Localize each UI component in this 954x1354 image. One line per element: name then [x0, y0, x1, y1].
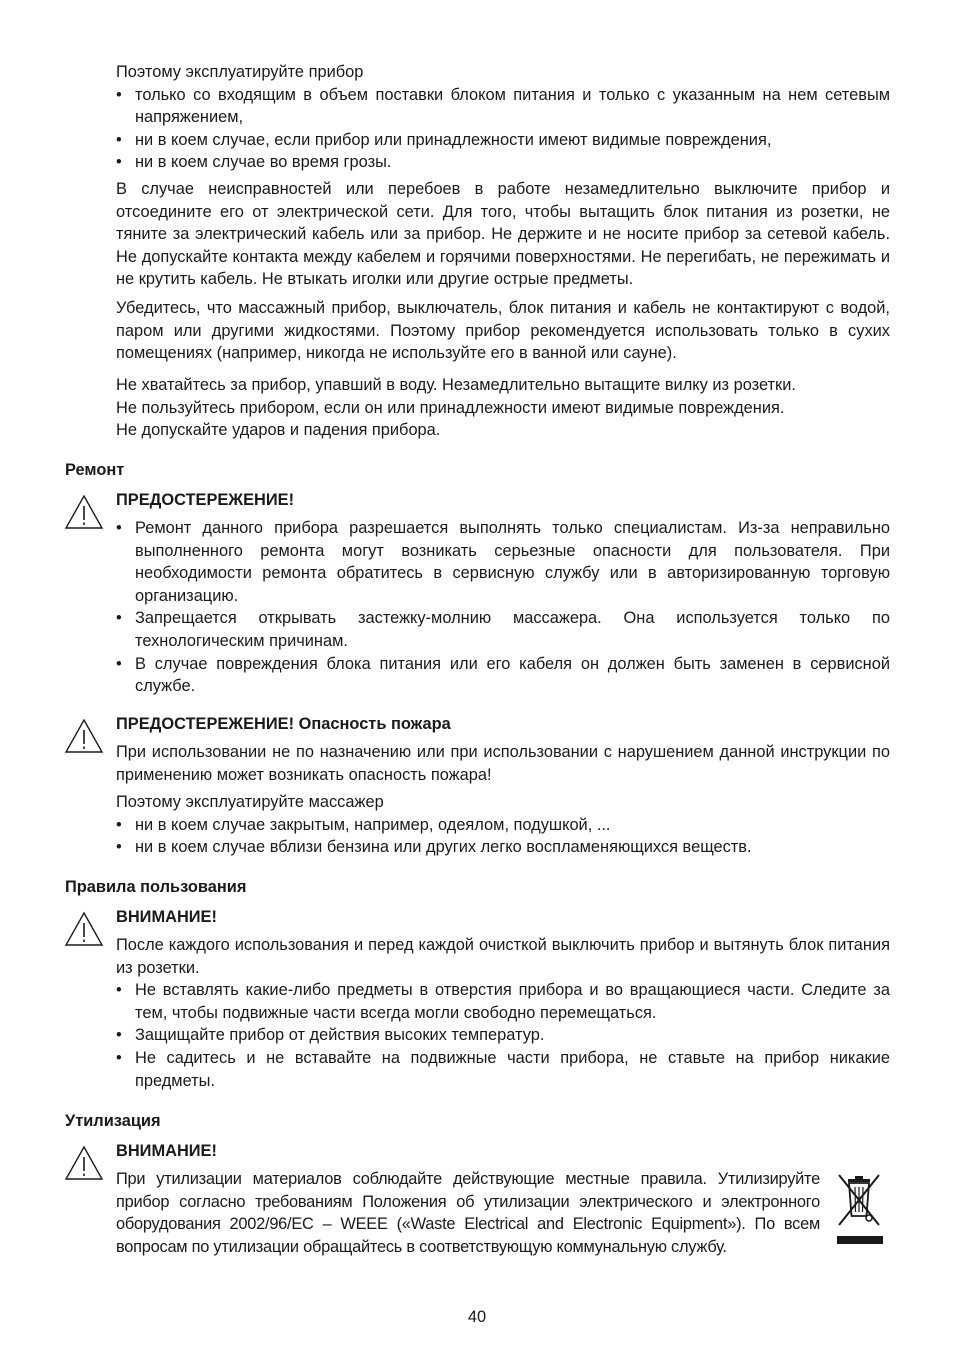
list-item: • ни в коем случае, если прибор или принадлежности имеют видимые повреждения,	[116, 129, 890, 152]
disposal-paragraph: При утилизации материалов соблюдайте действующие местные правила. Утилизируйте прибор согласно требованиям Положения об утилизации электрического и электронного оборудования 2002/96/EC – WEEE («Waste Electrical and Electronic Equipment»). По всем вопросам по утилизации обращайтесь в соответствующую коммунальную службу.	[116, 1170, 820, 1256]
usage-block	[116, 934, 890, 1092]
section-heading-disposal: Утилизация	[65, 1112, 161, 1130]
intro-lines	[116, 374, 890, 442]
intro-block	[116, 61, 890, 174]
warning-triangle-icon	[64, 911, 104, 947]
list-item: • В случае повреждения блока питания или его кабеля он должен быть заменен в сервисной службе.	[116, 653, 890, 698]
text-line: Не хватайтесь за прибор, упавший в воду. Незамедлительно вытащите вилку из розетки.	[116, 376, 796, 394]
warning-triangle-icon	[64, 718, 104, 754]
warning-title-fire: ПРЕДОСТЕРЕЖЕНИЕ! Опасность пожара	[116, 715, 451, 733]
fire-paragraph: При использовании не по назначению или при использовании с нарушением данной инструкции по применению может возникать опасность пожара!	[116, 743, 890, 784]
usage-paragraph: После каждого использования и перед каждой очисткой выключить прибор и вытянуть блок питания из розетки.	[116, 936, 890, 977]
warning-triangle-icon	[64, 1145, 104, 1181]
fire-lead: Поэтому эксплуатируйте массажер	[116, 793, 384, 811]
page-number: 40	[467, 1308, 487, 1326]
list-item: • Защищайте прибор от действия высоких температур.	[116, 1024, 890, 1047]
list-item: • Запрещается открывать застежку-молнию массажера. Она используется только по технологическим причинам.	[116, 607, 890, 652]
list-item: • Не садитесь и не вставайте на подвижные части прибора, не ставьте на прибор никакие предметы.	[116, 1047, 890, 1092]
warning-title-repair: ПРЕДОСТЕРЕЖЕНИЕ!	[116, 491, 295, 509]
section-heading-usage: Правила пользования	[65, 878, 247, 896]
list-item: • ни в коем случае вблизи бензина или других легко воспламеняющихся веществ.	[116, 836, 890, 859]
warning-title-disposal: ВНИМАНИЕ!	[116, 1142, 217, 1160]
list-item: • ни в коем случае закрытым, например, одеялом, подушкой, ...	[116, 814, 890, 837]
intro-paragraph-1: В случае неисправностей или перебоев в работе незамедлительно выключите прибор и отсоедините его от электрической сети. Для того, чтобы вытащить блок питания из розетки, не тяните за электрический кабель или за прибор. Не держите и не носите прибор за сетевой кабель. Не допускайте контакта между кабелем и горячими поверхностями. Не перегибать, не пережимать и не крутить кабель. Не втыкать иголки или другие острые предметы.	[116, 180, 890, 289]
fire-list-block	[116, 791, 890, 859]
list-item: • Ремонт данного прибора разрешается выполнять только специалистам. Из-за неправильно выполненного ремонта могут возникать серьезные опасности для пользователя. При необходимости ремонта обратитесь в сервисную службу или в авторизированную торговую организацию.	[116, 517, 890, 607]
intro-paragraph-2: Убедитесь, что массажный прибор, выключатель, блок питания и кабель не контактируют с водой, паром или другими жидкостями. Поэтому прибор рекомендуется использовать только в сухих помещениях (например, никогда не используйте его в ванной или сауне).	[116, 299, 890, 363]
list-item: • Не вставлять какие-либо предметы в отверстия прибора и во вращающиеся части. Следите за тем, чтобы подвижные части всегда могли свободно перемещаться.	[116, 979, 890, 1024]
text-line: Не допускайте ударов и падения прибора.	[116, 421, 441, 440]
crossed-out-wheelie-bin-icon	[833, 1170, 885, 1246]
list-item: • ни в коем случае во время грозы.	[116, 151, 890, 174]
section-heading-repair: Ремонт	[65, 461, 125, 479]
list-item: • только со входящим в объем поставки блоком питания и только с указанным на нем сетевым напряжением,	[116, 84, 890, 129]
warning-triangle-icon	[64, 494, 104, 530]
repair-list	[116, 517, 890, 698]
text-line: Не пользуйтесь прибором, если он или принадлежности имеют видимые повреждения.	[116, 398, 785, 417]
warning-title-usage: ВНИМАНИЕ!	[116, 908, 217, 926]
intro-lead: Поэтому эксплуатируйте прибор	[116, 63, 364, 81]
